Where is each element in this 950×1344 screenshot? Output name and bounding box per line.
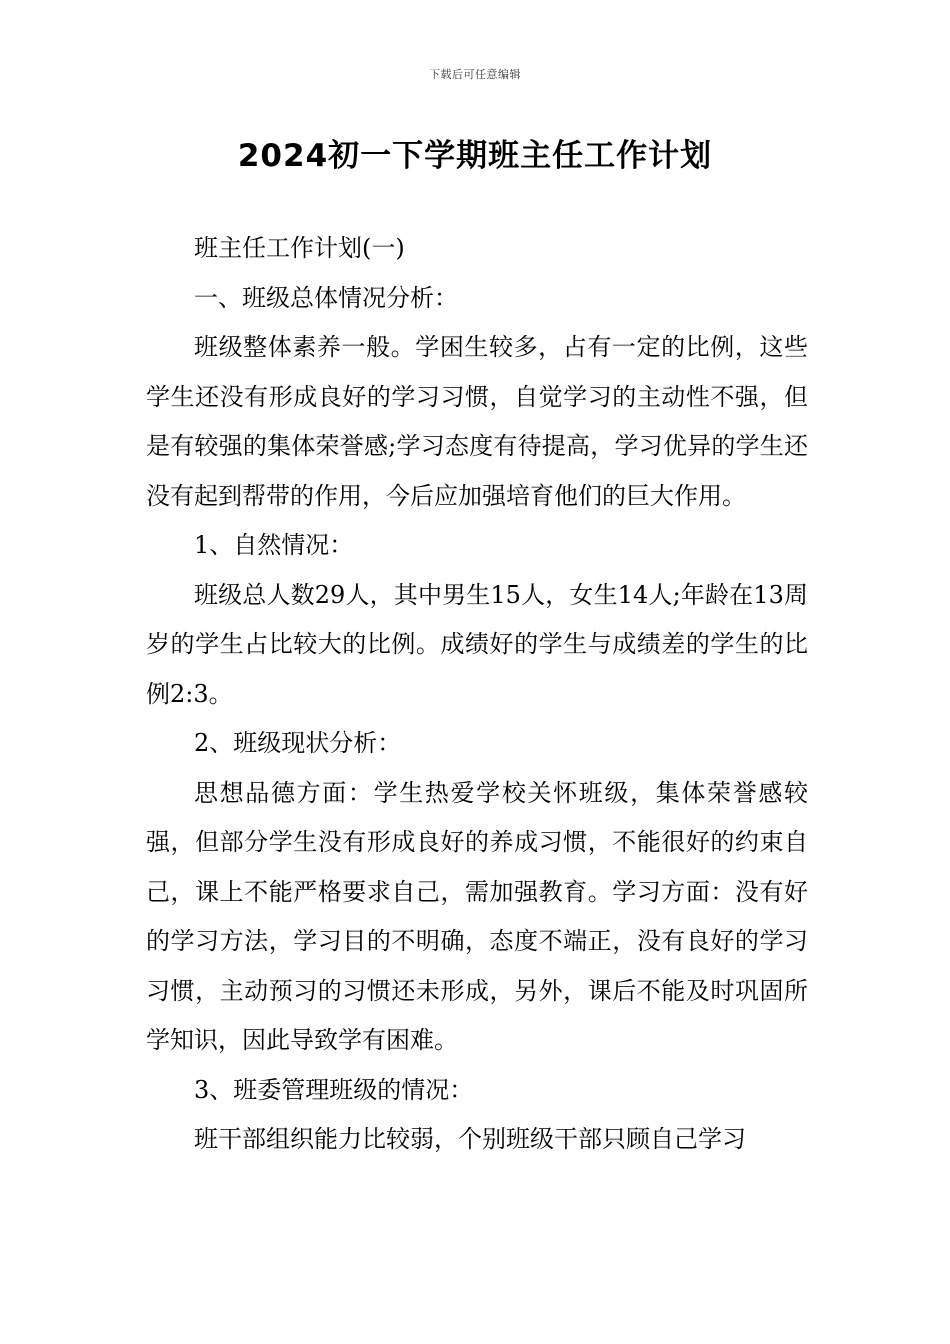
body-paragraph: 班级整体素养一般。学困生较多，占有一定的比例，这些学生还没有形成良好的学习习惯，自觉学习的主动性不强，但是有较强的集体荣誉感;学习态度有待提高，学习优异的学生还没有起到帮带的作用，今后应加强培育他们的巨大作用。 [146, 333, 808, 510]
section-heading: 3、班委管理班级的情况： [194, 1075, 474, 1104]
section-heading: 班主任工作计划(一) [194, 234, 405, 262]
document-title: 2024初一下学期班主任工作计划 [237, 138, 713, 174]
section-heading: 一、班级总体情况分析： [194, 283, 458, 312]
header-note: 下载后可任意编辑 [429, 68, 521, 81]
body-paragraph: 思想品德方面：学生热爱学校关怀班级，集体荣誉感较强，但部分学生没有形成良好的养成习惯，不能很好的约束自己，课上不能严格要求自己，需加强教育。学习方面：没有好的学习方法，学习目的不明确，态度不端正，没有良好的学习习惯，主动预习的习惯还未形成，另外，课后不能及时巩固所学知识，因此导致学有困难。 [146, 778, 808, 1054]
section-heading: 1、自然情况： [194, 531, 354, 559]
section-heading: 2、班级现状分析： [194, 729, 402, 757]
body-paragraph: 班级总人数29人，其中男生15人，女生14人;年龄在13周岁的学生占比较大的比例。成绩好的学生与成绩差的学生的比例2:3。 [146, 580, 808, 708]
document-body [146, 224, 808, 1165]
body-paragraph: 班干部组织能力比较弱，个别班级干部只顾自己学习 [194, 1125, 746, 1153]
